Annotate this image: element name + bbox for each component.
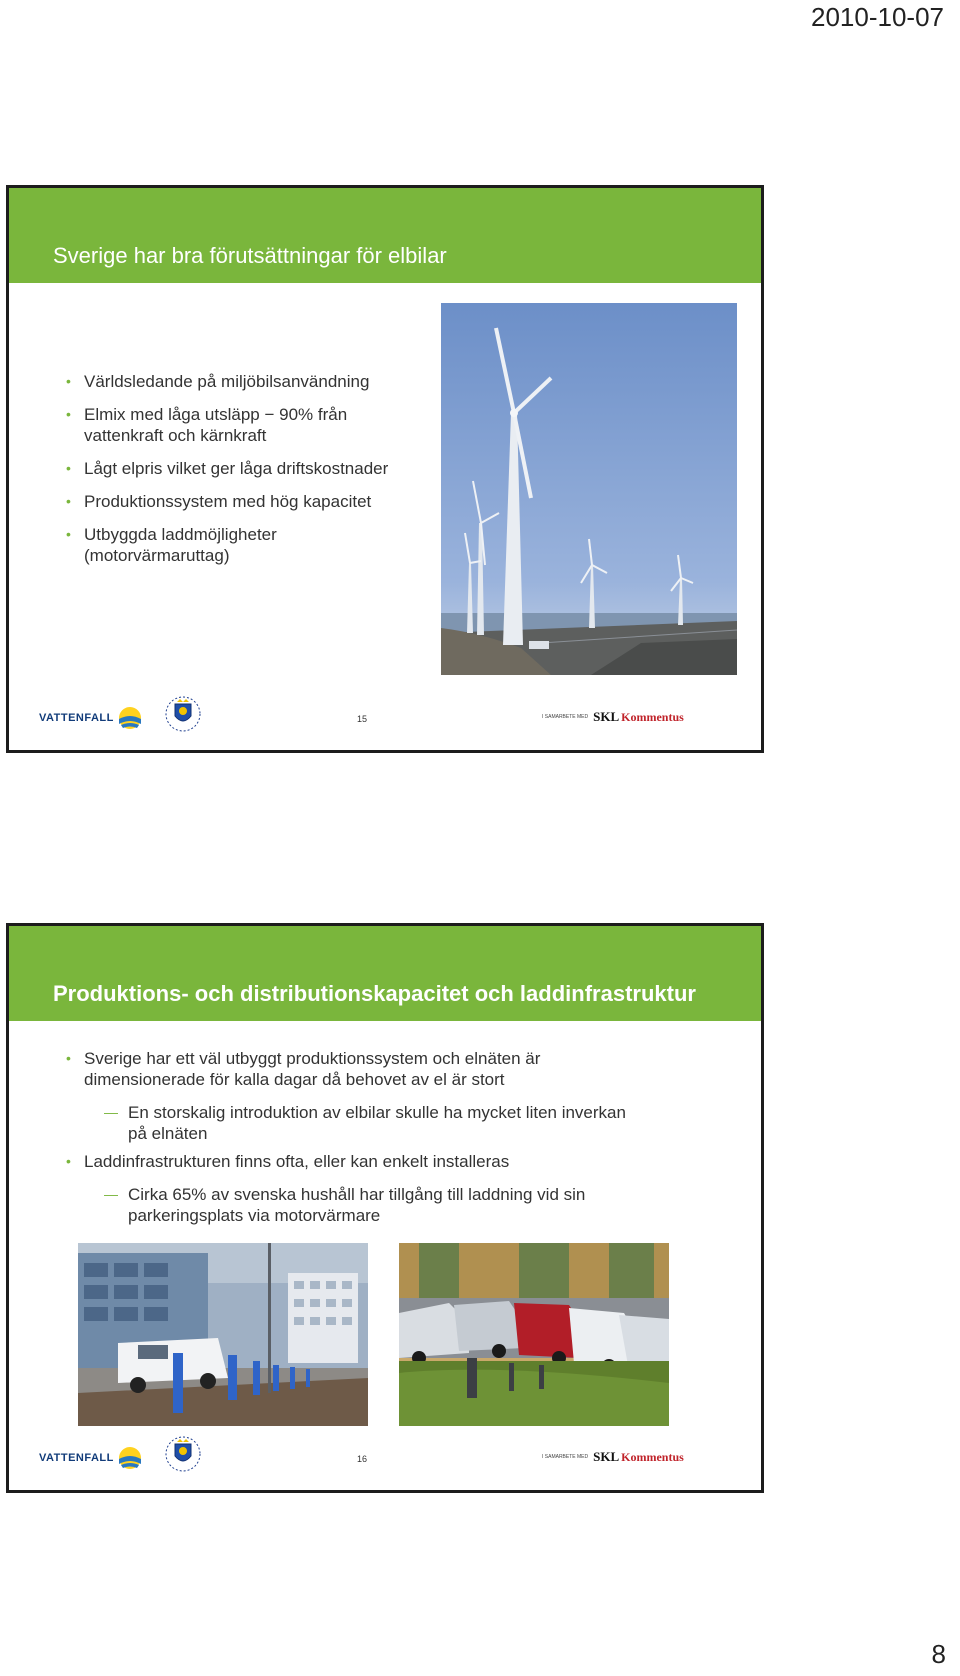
vattenfall-sun-icon [118, 1446, 142, 1470]
vattenfall-logo: VATTENFALL [39, 706, 142, 730]
bullet-list [66, 371, 426, 578]
partner-logos [542, 709, 684, 725]
slide-16 [6, 923, 764, 1493]
slide-15 [6, 185, 764, 753]
slide-header [9, 188, 761, 283]
skl-logo: SKL [593, 709, 620, 724]
slide-header [9, 926, 761, 1021]
vattenfall-logo: VATTENFALL [39, 1446, 142, 1470]
charging-posts-photo [78, 1243, 368, 1426]
slide-footer [9, 1432, 761, 1490]
skl-logo: SKL [593, 1449, 620, 1464]
bullet-item: • Världsledande på miljöbilsanvändning [66, 371, 426, 392]
stockholm-crest-logo [164, 1434, 202, 1474]
kommentus-logo: Kommentus [621, 1449, 684, 1464]
bullet-item: • Laddinfrastrukturen finns ofta, eller kan enkelt installeras [66, 1151, 646, 1172]
sub-bullet-item: — En storskalig introduktion av elbilar skulle ha mycket liten inverkan på elnäten [66, 1102, 646, 1144]
page-date: 2010-10-07 [811, 2, 944, 32]
vattenfall-sun-icon [118, 706, 142, 730]
bullet-item: • Sverige har ett väl utbyggt produktionssystem och elnäten är dimensionerade för kalla dagar då behovet av el är stort [66, 1048, 646, 1090]
slide-number: 16 [357, 1454, 368, 1464]
sub-bullet-item: — Cirka 65% av svenska hushåll har tillgång till laddning vid sin parkeringsplats via motorvärmare [66, 1184, 646, 1226]
partner-logos [542, 1449, 684, 1465]
partner-label: I SAMARBETE MED [542, 1454, 589, 1460]
bullet-item: • Elmix med låga utsläpp − 90% från vattenkraft och kärnkraft [66, 404, 426, 446]
bullet-list [66, 1048, 646, 1233]
stockholm-crest-logo [164, 694, 202, 734]
page-number: 8 [931, 1639, 946, 1669]
parking-lot-photo [399, 1243, 669, 1426]
slide-number: 15 [357, 714, 368, 724]
bullet-item: • Lågt elpris vilket ger låga driftskostnader [66, 458, 426, 479]
partner-label: I SAMARBETE MED [542, 714, 589, 720]
slide-title: Sverige har bra förutsättningar för elbilar [53, 243, 447, 268]
slide-footer [9, 692, 761, 750]
bullet-item: • Utbyggda laddmöjligheter (motorvärmaruttag) [66, 524, 426, 566]
bullet-item: • Produktionssystem med hög kapacitet [66, 491, 426, 512]
kommentus-logo: Kommentus [621, 709, 684, 724]
slide-title: Produktions- och distributionskapacitet och laddinfrastruktur [53, 981, 696, 1006]
wind-turbines-photo [441, 303, 737, 675]
